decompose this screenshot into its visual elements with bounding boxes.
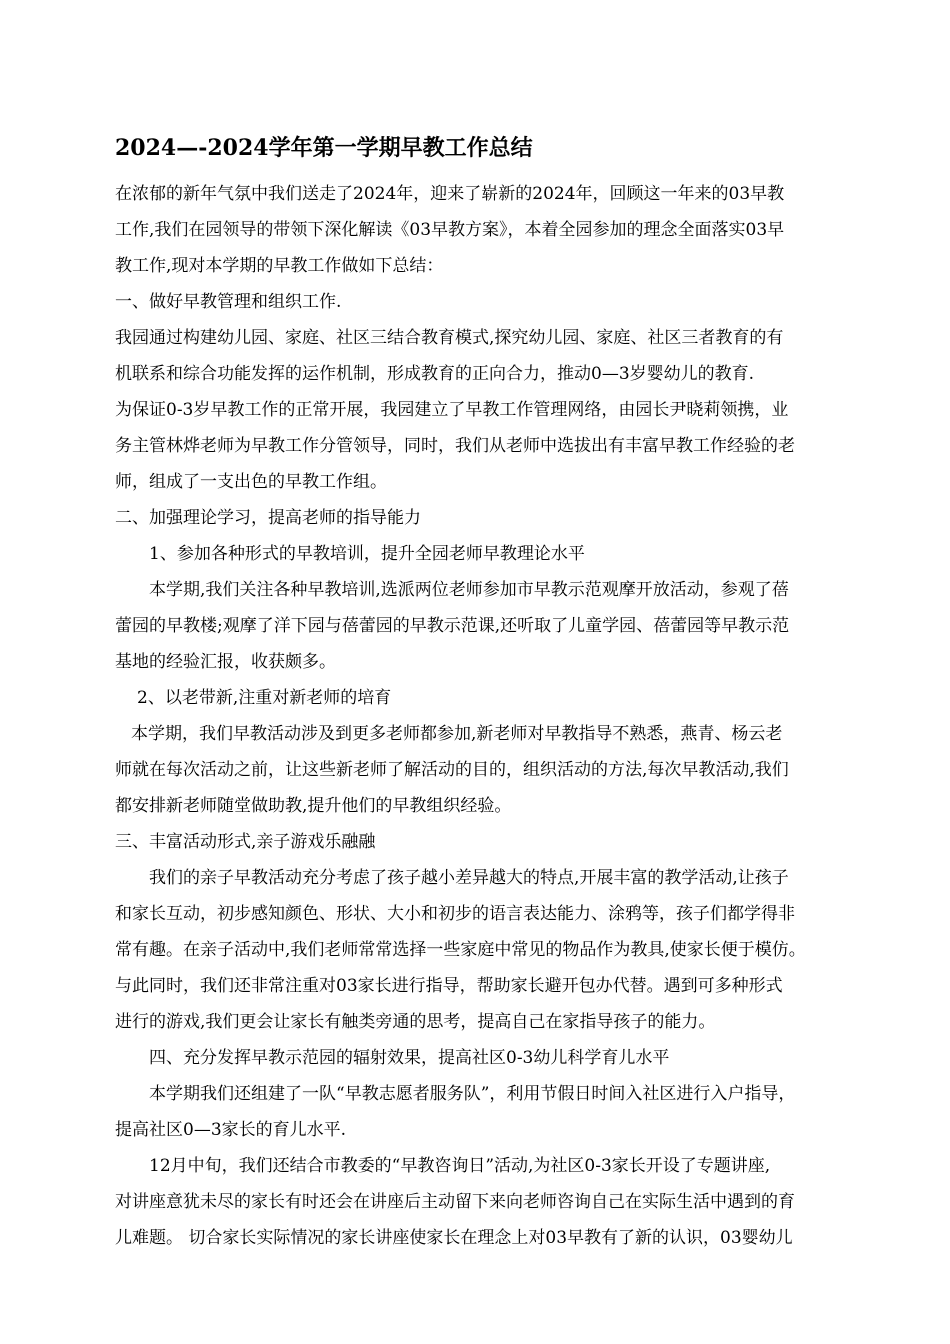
section-heading: 一、做好早教管理和组织工作. bbox=[115, 292, 342, 312]
paragraph-line: 我们的亲子早教活动充分考虑了孩子越小差异越大的特点,开展丰富的教学活动,让孩子 bbox=[149, 868, 789, 888]
paragraph-line: 工作,我们在园领导的带领下深化解读《03早教方案》，本着全园参加的理念全面落实03早 bbox=[115, 220, 785, 240]
paragraph-line: 机联系和综合功能发挥的运作机制，形成教育的正向合力，推动0—3岁婴幼儿的教育. bbox=[115, 364, 755, 384]
paragraph-line: 和家长互动，初步感知颜色、形状、大小和初步的语言表达能力、涂鸦等，孩子们都学得非 bbox=[115, 904, 795, 924]
paragraph-line: 本学期我们还组建了一队“早教志愿者服务队”，利用节假日时间入社区进行入户指导， bbox=[149, 1084, 796, 1104]
subsection-heading: 2、以老带新,注重对新老师的培育 bbox=[137, 688, 392, 708]
paragraph-line: 提高社区0—3家长的育儿水平. bbox=[115, 1120, 347, 1140]
paragraph-line: 对讲座意犹未尽的家长有时还会在讲座后主动留下来向老师咨询自己在实际生活中遇到的育 bbox=[115, 1192, 795, 1212]
paragraph-line: 都安排新老师随堂做助教,提升他们的早教组织经验。 bbox=[115, 796, 512, 816]
paragraph-line: 常有趣。在亲子活动中,我们老师常常选择一些家庭中常见的物品作为教具,使家长便于模仿。 bbox=[115, 940, 806, 960]
paragraph-line: 务主管林烨老师为早教工作分管领导，同时，我们从老师中选拔出有丰富早教工作经验的老 bbox=[115, 436, 795, 456]
section-heading: 四、充分发挥早教示范园的辐射效果，提高社区0-3幼儿科学育儿水平 bbox=[149, 1048, 670, 1068]
document-title: 2024—-2024学年第一学期早教工作总结 bbox=[115, 135, 533, 161]
paragraph-line: 师就在每次活动之前，让这些新老师了解活动的目的，组织活动的方法,每次早教活动,我们 bbox=[115, 760, 789, 780]
paragraph-line: 儿难题。 切合家长实际情况的家长讲座使家长在理念上对03早教有了新的认识，03婴幼儿 bbox=[115, 1228, 793, 1248]
paragraph-line: 为保证0-3岁早教工作的正常开展，我园建立了早教工作管理网络，由园长尹晓莉领携，业 bbox=[115, 400, 789, 420]
paragraph-line: 进行的游戏,我们更会让家长有触类旁通的思考，提高自己在家指导孩子的能力。 bbox=[115, 1012, 716, 1032]
paragraph-line: 本学期,我们关注各种早教培训,选派两位老师参加市早教示范观摩开放活动，参观了蓓 bbox=[149, 580, 789, 600]
paragraph-line: 与此同时，我们还非常注重对03家长进行指导，帮助家长避开包办代替。遇到可多种形式 bbox=[115, 976, 783, 996]
paragraph-line: 在浓郁的新年气氛中我们送走了2024年，迎来了崭新的2024年，回顾这一年来的03早教 bbox=[115, 184, 785, 204]
section-heading: 二、加强理论学习，提高老师的指导能力 bbox=[115, 508, 421, 528]
paragraph-line: 基地的经验汇报，收获颇多。 bbox=[115, 652, 336, 672]
paragraph-line: 12月中旬，我们还结合市教委的“早教咨询日”活动,为社区0-3家长开设了专题讲座, bbox=[149, 1156, 771, 1176]
document-body bbox=[115, 176, 895, 1256]
paragraph-line: 本学期，我们早教活动涉及到更多老师都参加,新老师对早教指导不熟悉，燕青、杨云老 bbox=[131, 724, 783, 744]
section-heading: 三、丰富活动形式,亲子游戏乐融融 bbox=[115, 832, 376, 852]
subsection-heading: 1、参加各种形式的早教培训，提升全园老师早教理论水平 bbox=[149, 544, 585, 564]
paragraph-line: 蕾园的早教楼;观摩了洋下园与蓓蕾园的早教示范课,还听取了儿童学园、蓓蕾园等早教示范 bbox=[115, 616, 790, 636]
paragraph-line: 教工作,现对本学期的早教工作做如下总结： bbox=[115, 256, 444, 276]
paragraph-line: 师，组成了一支出色的早教工作组。 bbox=[115, 472, 387, 492]
paragraph-line: 我园通过构建幼儿园、家庭、社区三结合教育模式,探究幼儿园、家庭、社区三者教育的有 bbox=[115, 328, 784, 348]
